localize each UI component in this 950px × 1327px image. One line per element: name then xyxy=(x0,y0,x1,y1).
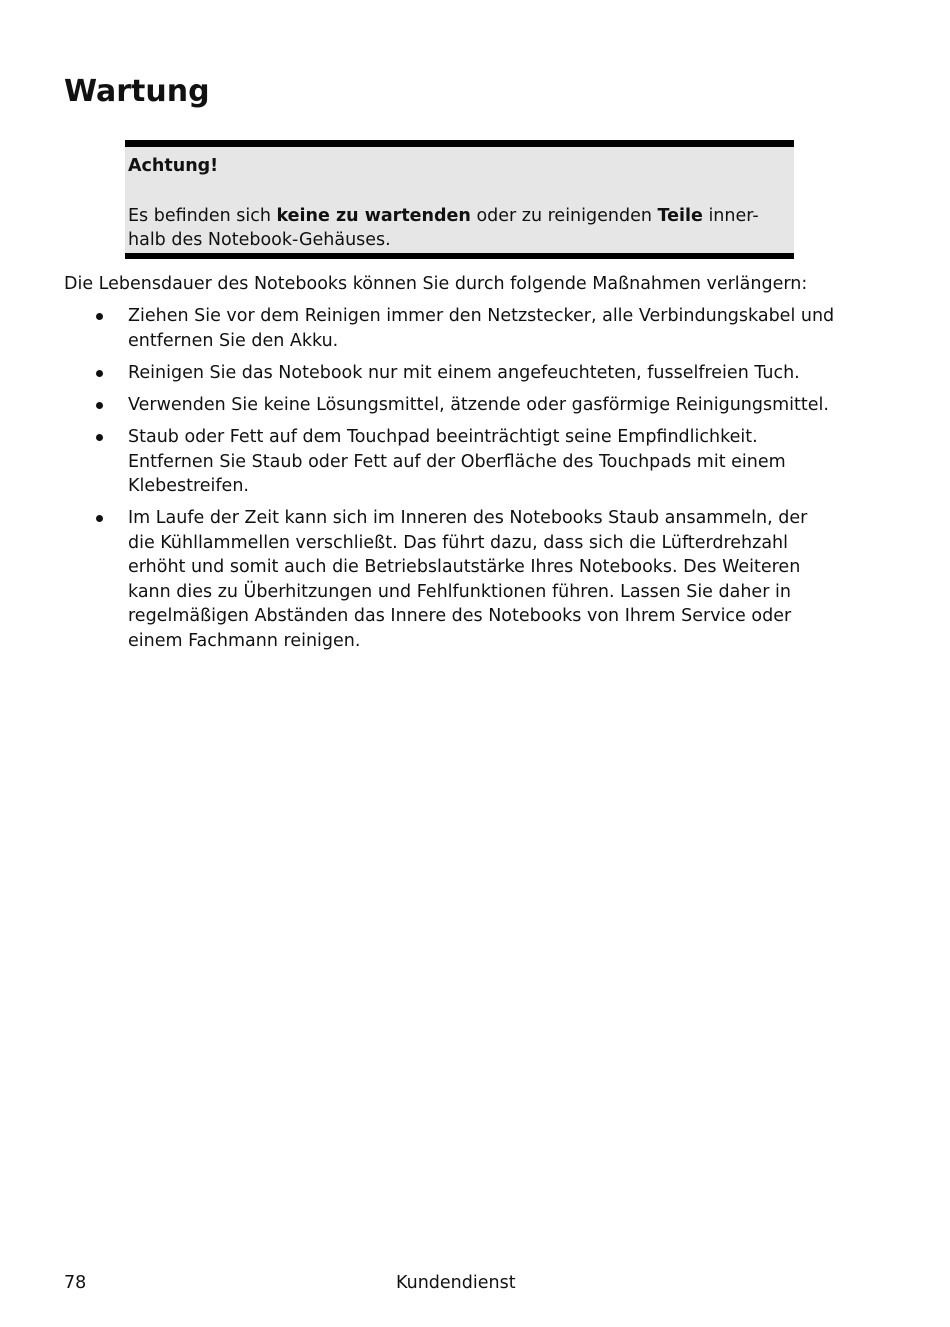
list-item-line: regelmäßigen Abständen das Innere des Notebooks von Ihrem Service oder xyxy=(128,606,792,626)
warning-emphasis: keine zu wartenden xyxy=(276,206,471,226)
list-item-line: die Kühllammellen verschließt. Das führt dazu, dass sich die Lüfterdrehzahl xyxy=(128,532,788,553)
bullet-icon xyxy=(96,313,103,320)
warning-text xyxy=(128,204,778,252)
footer-section-title: Kundendienst xyxy=(396,1273,516,1293)
warning-box xyxy=(125,140,794,259)
list-item-line: erhöht und somit auch die Betriebslautstärke Ihres Notebooks. Des Weiteren xyxy=(128,557,801,577)
bullet-icon xyxy=(96,370,103,377)
bullet-icon xyxy=(96,434,103,441)
page-number: 78 xyxy=(64,1273,87,1293)
warning-text-part: halb des Notebook-Gehäuses. xyxy=(128,230,391,250)
warning-text-part: Es befinden sich xyxy=(128,206,277,226)
list-item-line: einem Fachmann reinigen. xyxy=(128,630,361,651)
warning-emphasis: Teile xyxy=(657,206,703,226)
list-item-line: entfernen Sie den Akku. xyxy=(128,330,339,351)
list-item-line: Klebestreifen. xyxy=(128,476,249,496)
bullet-icon xyxy=(96,515,103,522)
list-item-line: Reinigen Sie das Notebook nur mit einem angefeuchteten, fusselfreien Tuch. xyxy=(128,363,800,383)
list-item-text xyxy=(128,304,868,353)
bullet-icon xyxy=(96,402,103,409)
warning-text-part: inner- xyxy=(702,206,759,226)
list-item-line: kann dies zu Überhitzungen und Fehlfunktionen führen. Lassen Sie daher in xyxy=(128,581,791,602)
list-item-text xyxy=(128,393,868,418)
list-item-text xyxy=(128,361,868,386)
list-item-line: Ziehen Sie vor dem Reinigen immer den Netzstecker, alle Verbindungskabel und xyxy=(128,306,835,326)
warning-heading: Achtung! xyxy=(128,156,219,176)
list-item-line: Im Laufe der Zeit kann sich im Inneren des Notebooks Staub ansammeln, der xyxy=(128,508,808,528)
warning-text-part: oder zu reinigenden xyxy=(470,206,658,226)
intro-paragraph: Die Lebensdauer des Notebooks können Sie durch folgende Maßnahmen verlängern: xyxy=(64,274,808,294)
list-item-line: Staub oder Fett auf dem Touchpad beeinträchtigt seine Empfindlichkeit. xyxy=(128,427,758,447)
list-item-text xyxy=(128,425,868,499)
list-item-text xyxy=(128,506,868,653)
page-title: Wartung xyxy=(64,74,210,109)
list-item-line: Verwenden Sie keine Lösungsmittel, ätzende oder gasförmige Reinigungsmittel. xyxy=(128,395,829,415)
list-item-line: Entfernen Sie Staub oder Fett auf der Oberfläche des Touchpads mit einem xyxy=(128,451,786,472)
